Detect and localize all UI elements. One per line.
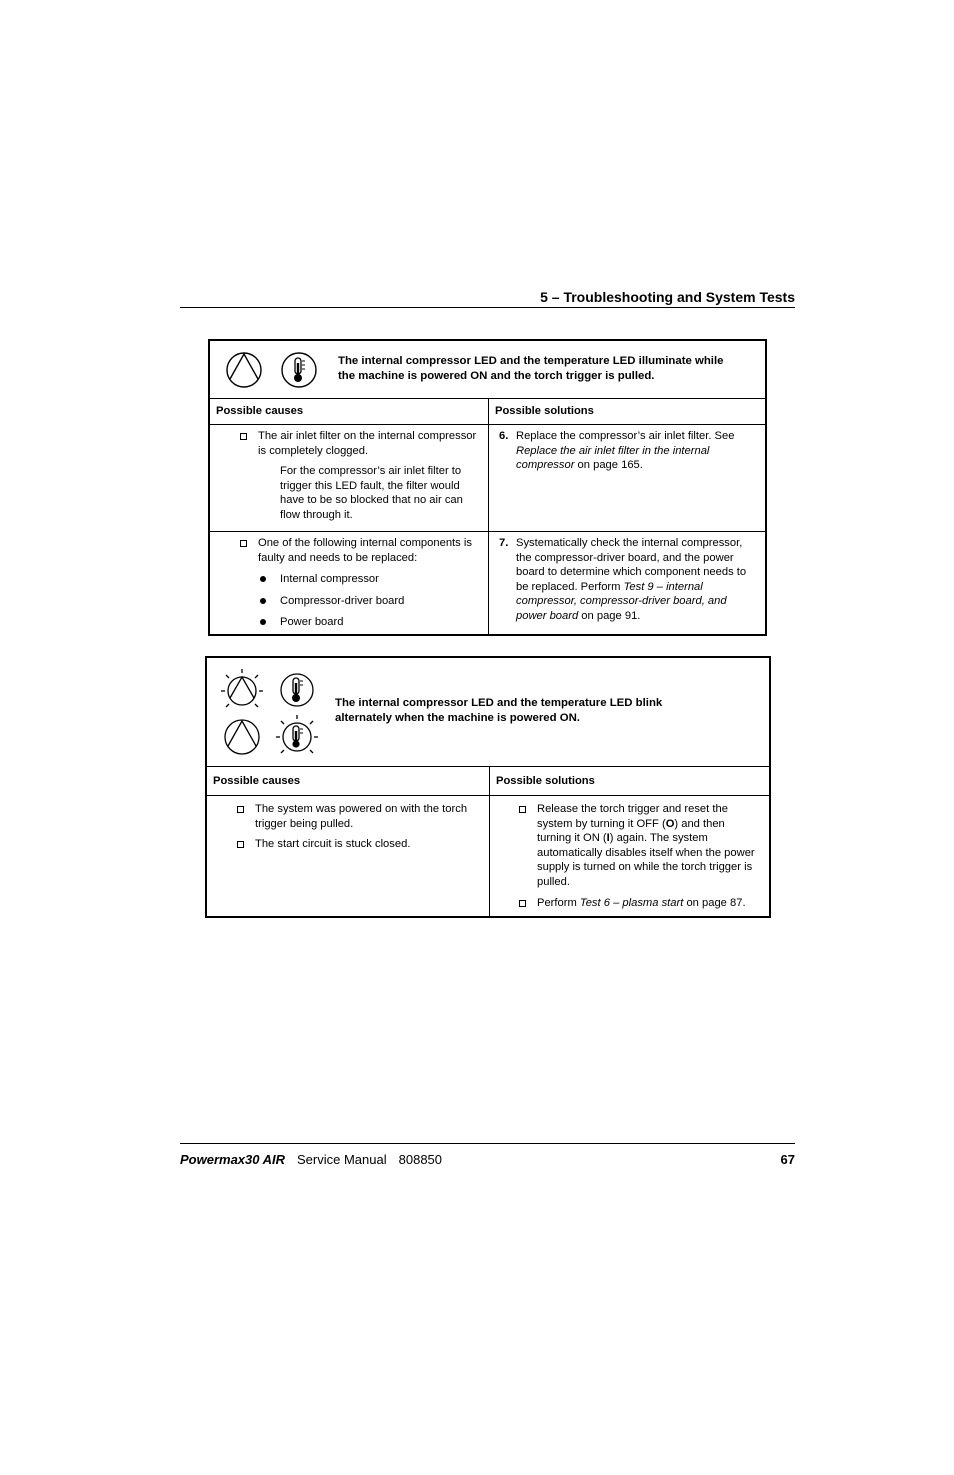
list-item-text: Compressor-driver board xyxy=(280,594,405,607)
footer xyxy=(180,1152,795,1167)
cross-reference-link[interactable]: Test 6 – plasma start xyxy=(579,896,684,909)
cross-reference-link[interactable]: compressor, compressor-driver board, and xyxy=(516,595,727,608)
table2-column-headers xyxy=(207,767,769,796)
cause-item xyxy=(235,837,489,852)
step-number: 7. xyxy=(499,537,509,549)
troubleshooting-table-2 xyxy=(205,656,771,918)
table1-column-headers xyxy=(210,399,765,425)
part-number: 808850 xyxy=(398,1152,443,1167)
table1-row2-solution xyxy=(489,532,765,634)
solution-item xyxy=(517,802,769,890)
header-rule xyxy=(180,307,795,308)
page-reference: on page 165. xyxy=(574,459,643,472)
bullet-dot-icon xyxy=(260,598,266,604)
solution-item xyxy=(517,896,769,911)
cross-reference-link[interactable]: compressor xyxy=(516,459,575,472)
page-number: 67 xyxy=(780,1152,795,1167)
table1-row2-cause xyxy=(210,532,489,634)
table2-causes-header: Possible causes xyxy=(207,767,490,795)
off-symbol: O xyxy=(665,817,675,830)
table2-title-line2: alternately when the machine is powered ON. xyxy=(335,712,580,724)
chapter-title: 5 – Troubleshooting and System Tests xyxy=(540,289,795,305)
cause-item xyxy=(235,802,489,831)
list-item-text: Internal compressor xyxy=(280,573,379,586)
cause-text-line: The system was powered on with the torch xyxy=(255,803,468,815)
compressor-led-icon xyxy=(223,718,261,756)
temperature-led-icon xyxy=(278,671,316,709)
solution-text-line: supply is turned on while the torch trigger is xyxy=(537,861,753,874)
bullet-dot-icon xyxy=(260,576,266,582)
troubleshooting-table-1 xyxy=(208,339,767,636)
temperature-led-icon xyxy=(280,351,318,389)
checkbox-bullet-icon xyxy=(519,806,526,813)
checkbox-bullet-icon xyxy=(519,900,526,907)
cross-reference-link[interactable]: Replace the air inlet filter in the internal xyxy=(516,444,710,457)
cross-reference-link[interactable]: Test 9 – internal xyxy=(623,580,703,593)
page-reference: on page 87. xyxy=(683,896,746,909)
table2-cause-cell xyxy=(207,796,490,916)
checkbox-bullet-icon xyxy=(240,433,247,440)
table1-row1-note xyxy=(238,458,488,522)
cross-reference-link[interactable]: power board xyxy=(516,609,579,622)
solution-text: be replaced. Perform xyxy=(516,580,624,593)
bullet-dot-icon xyxy=(260,619,266,625)
table1-row-2 xyxy=(210,531,765,634)
checkbox-bullet-icon xyxy=(240,540,247,547)
table2-title-line1: The internal compressor LED and the temperature LED blink xyxy=(335,697,663,709)
cause-text-line: The start circuit is stuck closed. xyxy=(255,838,411,851)
note-line: flow through it. xyxy=(280,508,353,521)
table1-row1-cause xyxy=(210,425,489,531)
table1-solutions-header: Possible solutions xyxy=(495,405,594,418)
cause-text-line: One of the following internal components is xyxy=(258,537,472,549)
solution-text-line: board to determine which component needs to xyxy=(516,566,747,579)
cause-text-line: trigger being pulled. xyxy=(255,817,354,830)
compressor-led-blinking-icon xyxy=(219,668,265,714)
solution-text-line: automatically disables itself when the power xyxy=(537,846,755,859)
cause-text-line: is completely clogged. xyxy=(258,444,369,457)
table1-row-1 xyxy=(210,425,765,531)
table1-row1-solution xyxy=(489,425,765,531)
table1-title-line1: The internal compressor LED and the temperature LED illuminate while xyxy=(338,355,724,367)
table2-solutions-header: Possible solutions xyxy=(496,774,595,787)
footer-rule xyxy=(180,1143,795,1144)
list-item-text: Power board xyxy=(280,616,344,629)
solution-text-line: pulled. xyxy=(537,875,570,888)
table1-banner xyxy=(210,341,765,399)
list-item xyxy=(258,615,488,630)
on-symbol: I xyxy=(606,832,610,845)
solution-text: turning it ON ( xyxy=(537,832,607,845)
step-number: 6. xyxy=(499,430,509,442)
table2-row-1 xyxy=(207,796,769,916)
checkbox-bullet-icon xyxy=(237,841,244,848)
solution-text: system by turning it OFF ( xyxy=(537,817,666,830)
solution-text-line: Replace the compressor’s air inlet filter. See xyxy=(516,430,735,442)
solution-text: ) and then xyxy=(674,817,725,830)
page-reference: on page 91. xyxy=(578,609,641,622)
table2-banner xyxy=(207,658,769,767)
solution-text-line: the compressor-driver board, and the power xyxy=(516,551,734,564)
note-line: trigger this LED fault, the filter would xyxy=(280,479,460,492)
solution-text-line: Release the torch trigger and reset the xyxy=(537,803,728,815)
table2-solution-cell xyxy=(490,796,769,916)
product-name: Powermax30 AIR xyxy=(180,1152,286,1167)
solution-text: ) again. The system xyxy=(609,832,708,845)
list-item xyxy=(258,594,488,609)
component-list xyxy=(238,565,488,630)
note-line: For the compressor’s air inlet filter to xyxy=(280,465,462,478)
temperature-led-blinking-icon xyxy=(274,714,320,760)
solution-text: Perform xyxy=(537,896,580,909)
table1-causes-header: Possible causes xyxy=(210,399,489,424)
checkbox-bullet-icon xyxy=(237,806,244,813)
solution-text-line: Systematically check the internal compressor, xyxy=(516,537,743,549)
cause-text-line: The air inlet filter on the internal compressor xyxy=(258,430,477,442)
list-item xyxy=(258,572,488,587)
note-line: have to be so blocked that no air can xyxy=(280,494,463,507)
compressor-led-icon xyxy=(225,351,263,389)
table1-title-line2: the machine is powered ON and the torch trigger is pulled. xyxy=(338,370,655,382)
manual-name: Service Manual xyxy=(297,1152,387,1167)
cause-text-line: faulty and needs to be replaced: xyxy=(258,551,418,564)
